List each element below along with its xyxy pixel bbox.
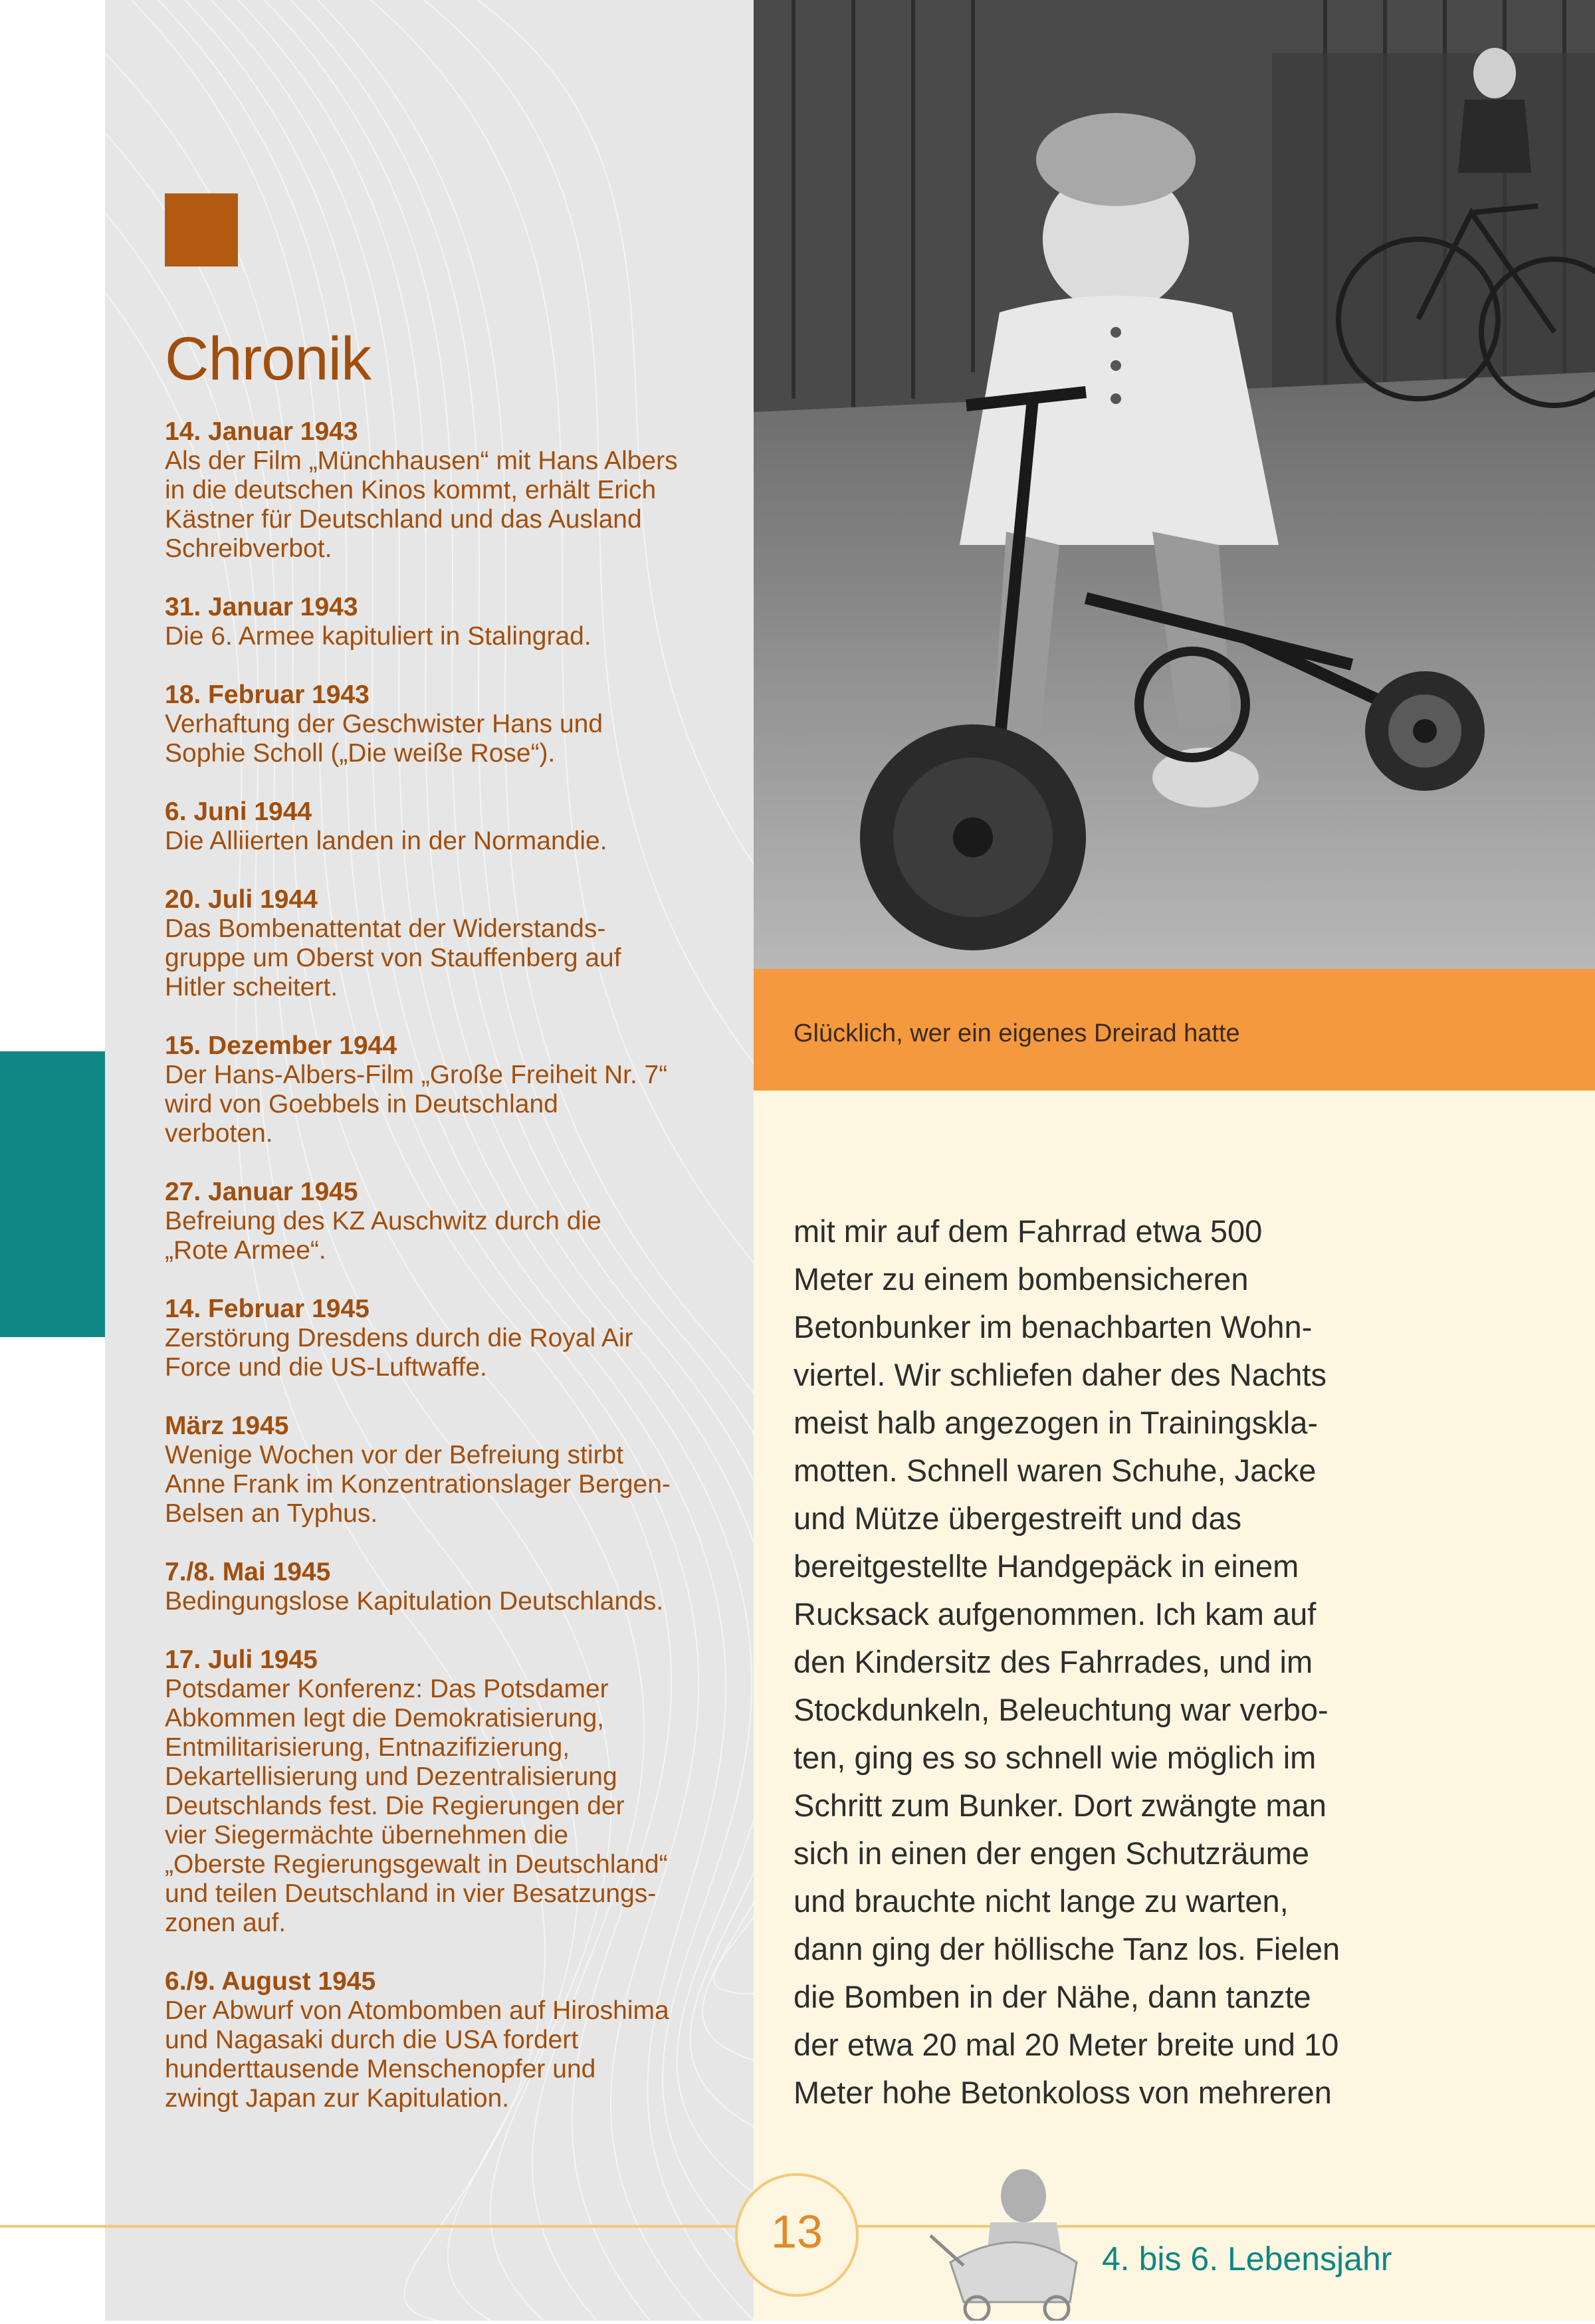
chronik-entry-date: 14. Februar 1945 <box>165 1295 370 1323</box>
chronik-entry <box>165 1645 716 1938</box>
story-text <box>794 1208 1432 2117</box>
tricycle-photo <box>754 0 1595 969</box>
section-tab <box>0 1051 105 1337</box>
chronik-entry-text: Zerstörung Dresdens durch die Royal Air <box>165 1324 633 1352</box>
chronik-entry <box>165 1295 716 1382</box>
chronik-entry-text: Der Abwurf von Atombomben auf Hiroshima <box>165 1996 669 2025</box>
photo-caption-bar <box>754 969 1595 1091</box>
story-line: motten. Schnell waren Schuhe, Jacke <box>794 1453 1317 1488</box>
story-panel <box>754 1091 1595 2321</box>
chronik-entry <box>165 1178 716 1265</box>
chronik-entry-date: 27. Januar 1945 <box>165 1178 358 1206</box>
chronik-entry-date: 6. Juni 1944 <box>165 797 312 826</box>
chronik-entry-date: 6./9. August 1945 <box>165 1967 376 1996</box>
chronik-entry-date: 17. Juli 1945 <box>165 1645 318 1674</box>
story-line: die Bomben in der Nähe, dann tanzte <box>794 1979 1311 2014</box>
chronik-entry-text: Bedingungslose Kapitulation Deutschlands. <box>165 1587 664 1616</box>
chronik-entry <box>165 1412 716 1529</box>
chronik-entry-date: 15. Dezember 1944 <box>165 1031 397 1060</box>
chronik-entry-text: Kästner für Deutschland und das Ausland <box>165 505 642 534</box>
chronik-marker <box>165 193 238 266</box>
story-line: bereitgestellte Handgepäck in einem <box>794 1548 1299 1584</box>
story-line: mit mir auf dem Fahrrad etwa 500 <box>794 1214 1263 1249</box>
chronik-entry-text: in die deutschen Kinos kommt, erhält Erich <box>165 476 657 504</box>
chronik-entry-text: Potsdamer Konferenz: Das Potsdamer <box>165 1675 609 1703</box>
chronik-entry-text: Das Bombenattentat der Widerstands- <box>165 914 606 943</box>
story-line: ten, ging es so schnell wie möglich im <box>794 1740 1317 1775</box>
story-line: Betonbunker im benachbarten Wohn- <box>794 1309 1313 1344</box>
chronik-entry-text: zwingt Japan zur Kapitulation. <box>165 2084 510 2113</box>
chronik-entry-date: 18. Februar 1943 <box>165 681 370 709</box>
page-number-badge <box>735 2173 859 2297</box>
story-line: Meter zu einem bombensicheren <box>794 1261 1249 1297</box>
chronik-entry-date: 7./8. Mai 1945 <box>165 1558 331 1586</box>
chronik-entry-text: und teilen Deutschland in vier Besatzungs- <box>165 1879 657 1908</box>
chronik-entry-text: hunderttausende Menschenopfer und <box>165 2055 596 2083</box>
chronik-entry-text: „Oberste Regierungsgewalt in Deutschland“ <box>165 1850 668 1879</box>
chronik-entry-text: Die 6. Armee kapituliert in Stalingrad. <box>165 622 591 651</box>
story-line: Rucksack aufgenommen. Ich kam auf <box>794 1596 1317 1632</box>
chronik-entry <box>165 417 716 564</box>
chronik-entry-text: gruppe um Oberst von Stauffenberg auf <box>165 944 621 972</box>
story-line: der etwa 20 mal 20 Meter breite und 10 <box>794 2027 1339 2062</box>
story-line: Stockdunkeln, Beleuchtung war verbo- <box>794 1692 1329 1727</box>
story-line: sich in einen der engen Schutzräume <box>794 1836 1309 1871</box>
story-line: dann ging der höllische Tanz los. Fielen <box>794 1931 1340 1966</box>
chronik-entry-date: 14. Januar 1943 <box>165 417 358 446</box>
chronik-entry-text: Force und die US-Luftwaffe. <box>165 1353 487 1382</box>
chronik-entry-text: Sophie Scholl („Die weiße Rose“). <box>165 739 556 768</box>
chronik-entry <box>165 885 716 1002</box>
chronik-entry-text: Deutschlands fest. Die Regierungen der <box>165 1792 625 1820</box>
chronik-entry-text: Schreibverbot. <box>165 534 332 563</box>
chronik-entry-text: Wenige Wochen vor der Befreiung stirbt <box>165 1441 624 1469</box>
chronik-entry <box>165 1558 716 1616</box>
chronik-entry <box>165 593 716 651</box>
story-line: meist halb angezogen in Trainingskla- <box>794 1405 1319 1440</box>
chronik-entry-text: Als der Film „Münchhausen“ mit Hans Albers <box>165 447 678 475</box>
chronik-entry-text: Der Hans-Albers-Film „Große Freiheit Nr. 7“ <box>165 1061 668 1089</box>
chronik-entry-text: Die Alliierten landen in der Normandie. <box>165 827 607 855</box>
story-line: Meter hohe Betonkoloss von mehreren <box>794 2075 1332 2110</box>
photo-caption: Glücklich, wer ein eigenes Dreirad hatte <box>794 1019 1240 1047</box>
chronik-entry-text: und Nagasaki durch die USA fordert <box>165 2026 579 2054</box>
chronik-entry-date: 31. Januar 1943 <box>165 593 358 621</box>
chronik-entry-text: Entmilitarisierung, Entnazifizierung, <box>165 1733 570 1762</box>
chronik-entry-text: Befreiung des KZ Auschwitz durch die <box>165 1207 601 1235</box>
chronik-entry-text: Anne Frank im Konzentrationslager Bergen- <box>165 1470 671 1499</box>
chronik-entry-text: wird von Goebbels in Deutschland <box>165 1090 558 1118</box>
chronik-title: Chronik <box>165 325 372 393</box>
chronik-entry <box>165 681 716 768</box>
chronik-entry <box>165 797 716 856</box>
chronik-entry-text: Belsen an Typhus. <box>165 1499 378 1528</box>
pram-illustration <box>924 2149 1097 2324</box>
chronik-entry-date: 20. Juli 1944 <box>165 885 318 914</box>
chronik-entry-text: Abkommen legt die Demokratisierung, <box>165 1704 605 1733</box>
story-line: viertel. Wir schliefen daher des Nachts <box>794 1357 1327 1392</box>
chronik-entry-text: Verhaftung der Geschwister Hans und <box>165 710 603 738</box>
chronik-entry-text: vier Siegermächte übernehmen die <box>165 1821 569 1849</box>
chronik-entry <box>165 1031 716 1148</box>
story-line: Schritt zum Bunker. Dort zwängte man <box>794 1788 1327 1823</box>
story-line: den Kindersitz des Fahrrades, und im <box>794 1644 1313 1679</box>
section-title: 4. bis 6. Lebensjahr <box>1102 2240 1392 2277</box>
story-line: und Mütze übergestreift und das <box>794 1501 1242 1536</box>
chronik-entry-date: März 1945 <box>165 1412 289 1440</box>
chronik-entry-text: Hitler scheitert. <box>165 973 338 1002</box>
story-line: und brauchte nicht lange zu warten, <box>794 1883 1289 1919</box>
chronik-entry <box>165 1967 716 2113</box>
chronik-entry-text: „Rote Armee“. <box>165 1236 326 1265</box>
chronik-entry-text: verboten. <box>165 1119 273 1148</box>
chronik-entry-text: Dekartellisierung und Dezentralisierung <box>165 1762 617 1791</box>
chronik-entries <box>165 417 716 2143</box>
page-number: 13 <box>771 2206 823 2258</box>
chronik-entry-text: zonen auf. <box>165 1909 286 1937</box>
